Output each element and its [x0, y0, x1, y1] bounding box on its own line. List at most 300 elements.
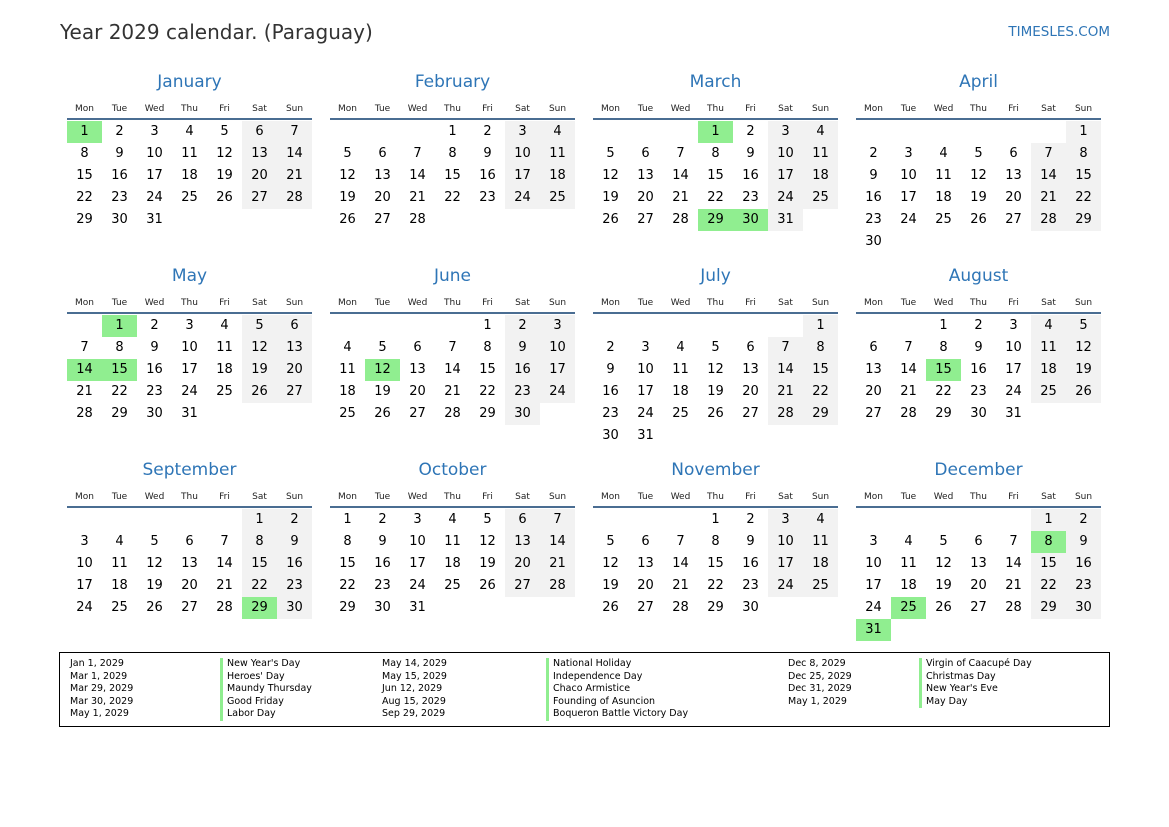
- day-cell: 18: [803, 553, 838, 575]
- weekday-label: Mon: [338, 492, 357, 502]
- day-cell: 14: [444, 362, 461, 377]
- weekday-label: Fri: [482, 104, 493, 114]
- day-cell: 6: [413, 340, 422, 355]
- weekday-label: Sun: [1074, 298, 1093, 308]
- day-cell: 2: [115, 124, 124, 139]
- day-cell: 25: [444, 578, 461, 593]
- weekday-header: [330, 104, 575, 116]
- day-cell: 8: [242, 531, 277, 553]
- day-cell: 28: [540, 575, 575, 597]
- day-cell: 4: [803, 121, 838, 143]
- day-cell: 8: [448, 146, 457, 161]
- day-cell: 8: [343, 534, 352, 549]
- day-cell: 17: [181, 362, 198, 377]
- day-cell: 27: [505, 575, 540, 597]
- day-cell: 31: [146, 212, 163, 227]
- day-cell: 26: [707, 406, 724, 421]
- day-cell: 12: [1066, 337, 1101, 359]
- day-cell: 28: [768, 403, 803, 425]
- day-cell: 22: [242, 575, 277, 597]
- weekday-label: Thu: [970, 104, 987, 114]
- weekday-header: [593, 492, 838, 504]
- day-cell: 28: [216, 600, 233, 615]
- day-cell: 19: [339, 190, 356, 205]
- day-cell: 5: [606, 146, 615, 161]
- day-cell: 1: [448, 124, 457, 139]
- day-cell: 12: [602, 556, 619, 571]
- weekday-label: Sat: [252, 104, 267, 114]
- day-cell: 30: [1066, 597, 1101, 619]
- day-cell: 26: [935, 600, 952, 615]
- day-cell: 28: [900, 406, 917, 421]
- day-cell: 15: [242, 553, 277, 575]
- day-cell: 21: [1031, 187, 1066, 209]
- weekday-label: Mon: [864, 492, 883, 502]
- site-link[interactable]: TIMESLES.COM: [1008, 24, 1110, 40]
- month-divider: [856, 506, 1101, 508]
- day-cell: 10: [505, 143, 540, 165]
- day-cell: 1: [1066, 121, 1101, 143]
- day-cell: 7: [1031, 143, 1066, 165]
- day-cell: 18: [540, 165, 575, 187]
- weekday-header: [856, 298, 1101, 310]
- month-title: February: [414, 72, 491, 92]
- weekday-label: Tue: [900, 104, 917, 114]
- day-cell: 15: [76, 168, 93, 183]
- day-cell: 3: [869, 534, 878, 549]
- weekday-label: Fri: [1008, 492, 1019, 502]
- day-cell: 3: [185, 318, 194, 333]
- day-cell: 26: [339, 212, 356, 227]
- day-cell: 12: [216, 146, 233, 161]
- day-cell: 3: [641, 340, 650, 355]
- holiday-date: May 1, 2029: [70, 708, 129, 719]
- day-cell: 29: [111, 406, 128, 421]
- holiday-day-cell: 1: [698, 121, 733, 143]
- day-cell: 14: [768, 359, 803, 381]
- day-cell: 15: [479, 362, 496, 377]
- month-title: October: [418, 460, 487, 480]
- day-cell: 2: [483, 124, 492, 139]
- day-cell: 27: [181, 600, 198, 615]
- day-cell: 17: [768, 165, 803, 187]
- month-divider: [593, 312, 838, 314]
- holiday-day-cell: 1: [67, 121, 102, 143]
- day-cell: 2: [974, 318, 983, 333]
- day-cell: 9: [115, 146, 124, 161]
- day-cell: 19: [374, 384, 391, 399]
- day-cell: 14: [672, 168, 689, 183]
- day-cell: 14: [540, 531, 575, 553]
- day-cell: 7: [277, 121, 312, 143]
- holiday-name: Founding of Asuncion: [546, 696, 655, 709]
- day-cell: 7: [540, 509, 575, 531]
- day-cell: 23: [146, 384, 163, 399]
- weekday-label: Fri: [482, 492, 493, 502]
- weekday-label: Sun: [285, 298, 304, 308]
- weekday-label: Sat: [252, 492, 267, 502]
- day-cell: 30: [146, 406, 163, 421]
- weekday-label: Wed: [933, 104, 954, 114]
- day-cell: 12: [935, 556, 952, 571]
- day-cell: 1: [1031, 509, 1066, 531]
- day-cell: 17: [540, 359, 575, 381]
- day-cell: 20: [1005, 190, 1022, 205]
- holiday-name: Good Friday: [220, 696, 284, 709]
- day-cell: 19: [479, 556, 496, 571]
- day-cell: 23: [1066, 575, 1101, 597]
- day-cell: 24: [900, 212, 917, 227]
- weekday-label: Fri: [219, 298, 230, 308]
- day-cell: 23: [111, 190, 128, 205]
- day-cell: 24: [146, 190, 163, 205]
- day-cell: 10: [181, 340, 198, 355]
- holiday-name: Boqueron Battle Victory Day: [546, 708, 688, 721]
- weekday-label: Thu: [970, 298, 987, 308]
- day-cell: 11: [803, 143, 838, 165]
- day-cell: 22: [935, 384, 952, 399]
- day-cell: 8: [483, 340, 492, 355]
- weekday-label: Tue: [374, 104, 391, 114]
- holiday-date: Jan 1, 2029: [70, 658, 124, 669]
- day-cell: 11: [216, 340, 233, 355]
- day-cell: 22: [1031, 575, 1066, 597]
- day-cell: 19: [707, 384, 724, 399]
- day-cell: 26: [602, 212, 619, 227]
- day-cell: 28: [444, 406, 461, 421]
- holiday-date: Aug 15, 2029: [382, 695, 446, 707]
- day-cell: 1: [483, 318, 492, 333]
- day-cell: 24: [409, 578, 426, 593]
- day-cell: 15: [444, 168, 461, 183]
- day-cell: 16: [970, 362, 987, 377]
- day-cell: 17: [409, 556, 426, 571]
- day-cell: 27: [1005, 212, 1022, 227]
- month-title: May: [171, 266, 208, 286]
- day-cell: 19: [242, 359, 277, 381]
- day-cell: 25: [803, 575, 838, 597]
- day-cell: 3: [505, 121, 540, 143]
- weekday-label: Mon: [75, 298, 94, 308]
- day-cell: 1: [711, 512, 720, 527]
- holiday-day-cell: 8: [1031, 531, 1066, 553]
- day-cell: 2: [746, 512, 755, 527]
- day-cell: 6: [242, 121, 277, 143]
- day-cell: 3: [80, 534, 89, 549]
- day-cell: 5: [150, 534, 159, 549]
- day-cell: 30: [602, 428, 619, 443]
- month-divider: [856, 312, 1101, 314]
- day-cell: 17: [76, 578, 93, 593]
- day-cell: 17: [865, 578, 882, 593]
- holiday-name: New Year's Eve: [919, 683, 998, 696]
- day-cell: 28: [1031, 209, 1066, 231]
- day-cell: 23: [602, 406, 619, 421]
- day-cell: 22: [479, 384, 496, 399]
- day-cell: 31: [181, 406, 198, 421]
- day-cell: 20: [970, 578, 987, 593]
- weekday-label: Thu: [707, 298, 724, 308]
- weekday-label: Wed: [144, 298, 165, 308]
- day-cell: 6: [378, 146, 387, 161]
- day-cell: 22: [111, 384, 128, 399]
- day-cell: 18: [444, 556, 461, 571]
- day-cell: 18: [900, 578, 917, 593]
- holiday-day-cell: 31: [856, 619, 891, 641]
- day-cell: 10: [768, 143, 803, 165]
- day-cell: 28: [409, 212, 426, 227]
- day-cell: 16: [111, 168, 128, 183]
- day-cell: 1: [343, 512, 352, 527]
- day-cell: 20: [742, 384, 759, 399]
- day-cell: 19: [1066, 359, 1101, 381]
- day-cell: 20: [637, 578, 654, 593]
- day-cell: 26: [970, 212, 987, 227]
- weekday-label: Sat: [515, 104, 530, 114]
- day-cell: 7: [220, 534, 229, 549]
- day-cell: 10: [146, 146, 163, 161]
- weekday-label: Fri: [482, 298, 493, 308]
- weekday-header: [593, 104, 838, 116]
- day-cell: 24: [768, 575, 803, 597]
- day-cell: 12: [339, 168, 356, 183]
- day-cell: 6: [1009, 146, 1018, 161]
- day-cell: 16: [865, 190, 882, 205]
- month-divider: [67, 312, 312, 314]
- month-title: September: [142, 460, 237, 480]
- day-cell: 30: [111, 212, 128, 227]
- weekday-label: Sun: [548, 104, 567, 114]
- day-cell: 7: [768, 337, 803, 359]
- day-cell: 27: [970, 600, 987, 615]
- weekday-label: Thu: [181, 104, 198, 114]
- day-cell: 9: [606, 362, 615, 377]
- day-cell: 19: [216, 168, 233, 183]
- holiday-name: New Year's Day: [220, 658, 300, 671]
- day-cell: 7: [904, 340, 913, 355]
- day-cell: 31: [768, 209, 803, 231]
- weekday-label: Wed: [407, 298, 428, 308]
- day-cell: 28: [76, 406, 93, 421]
- day-cell: 13: [865, 362, 882, 377]
- day-cell: 4: [448, 512, 457, 527]
- day-cell: 12: [146, 556, 163, 571]
- calendar-months: [67, 72, 1107, 652]
- holiday-name: May Day: [919, 696, 967, 709]
- day-cell: 14: [409, 168, 426, 183]
- day-cell: 12: [602, 168, 619, 183]
- day-cell: 15: [803, 359, 838, 381]
- day-cell: 27: [277, 381, 312, 403]
- day-cell: 24: [540, 381, 575, 403]
- day-cell: 18: [111, 578, 128, 593]
- weekday-label: Thu: [444, 104, 461, 114]
- holiday-day-cell: 30: [733, 209, 768, 231]
- day-cell: 10: [76, 556, 93, 571]
- day-cell: 27: [637, 600, 654, 615]
- day-cell: 9: [150, 340, 159, 355]
- day-cell: 17: [505, 165, 540, 187]
- weekday-label: Thu: [707, 492, 724, 502]
- day-cell: 14: [672, 556, 689, 571]
- day-cell: 13: [637, 556, 654, 571]
- holiday-name: Labor Day: [220, 708, 276, 721]
- day-cell: 11: [540, 143, 575, 165]
- page-title: Year 2029 calendar. (Paraguay): [60, 20, 373, 44]
- day-cell: 2: [378, 512, 387, 527]
- day-cell: 21: [76, 384, 93, 399]
- day-cell: 7: [80, 340, 89, 355]
- day-cell: 28: [672, 212, 689, 227]
- month-divider: [856, 118, 1101, 120]
- day-cell: 5: [242, 315, 277, 337]
- day-cell: 2: [277, 509, 312, 531]
- month-divider: [67, 506, 312, 508]
- day-cell: 24: [76, 600, 93, 615]
- day-cell: 15: [707, 168, 724, 183]
- weekday-label: Wed: [933, 298, 954, 308]
- holiday-date: Mar 29, 2029: [70, 683, 134, 694]
- holiday-day-cell: 1: [102, 315, 137, 337]
- day-cell: 21: [1005, 578, 1022, 593]
- weekday-label: Tue: [900, 492, 917, 502]
- weekday-label: Sun: [285, 104, 304, 114]
- day-cell: 3: [1009, 318, 1018, 333]
- day-cell: 4: [803, 509, 838, 531]
- day-grid: [330, 509, 575, 641]
- holiday-date: Mar 1, 2029: [70, 670, 128, 682]
- day-cell: 17: [146, 168, 163, 183]
- day-cell: 13: [181, 556, 198, 571]
- holiday-name: National Holiday: [546, 658, 631, 671]
- holiday-day-cell: 12: [365, 359, 400, 381]
- day-cell: 4: [939, 146, 948, 161]
- day-cell: 18: [216, 362, 233, 377]
- day-cell: 2: [150, 318, 159, 333]
- day-grid: [856, 121, 1101, 253]
- day-cell: 6: [974, 534, 983, 549]
- holiday-name: Heroes' Day: [220, 671, 285, 684]
- month-title: November: [671, 460, 760, 480]
- weekday-label: Tue: [637, 492, 654, 502]
- weekday-label: Fri: [219, 492, 230, 502]
- day-cell: 16: [742, 556, 759, 571]
- weekday-label: Mon: [601, 104, 620, 114]
- day-cell: 28: [672, 600, 689, 615]
- holiday-list: [59, 652, 1110, 727]
- day-cell: 14: [216, 556, 233, 571]
- weekday-header: [856, 492, 1101, 504]
- day-cell: 29: [803, 403, 838, 425]
- day-cell: 20: [409, 384, 426, 399]
- day-cell: 6: [277, 315, 312, 337]
- day-cell: 25: [181, 190, 198, 205]
- day-cell: 10: [409, 534, 426, 549]
- weekday-label: Thu: [707, 104, 724, 114]
- weekday-label: Mon: [601, 492, 620, 502]
- day-grid: [593, 121, 838, 253]
- day-cell: 15: [1031, 553, 1066, 575]
- day-cell: 15: [1066, 165, 1101, 187]
- day-cell: 3: [150, 124, 159, 139]
- day-cell: 17: [900, 190, 917, 205]
- day-cell: 4: [220, 318, 229, 333]
- day-cell: 18: [935, 190, 952, 205]
- weekday-label: Wed: [407, 104, 428, 114]
- month-title: March: [689, 72, 742, 92]
- holiday-day-cell: 25: [891, 597, 926, 619]
- weekday-label: Mon: [601, 298, 620, 308]
- day-cell: 17: [637, 384, 654, 399]
- day-cell: 20: [505, 553, 540, 575]
- day-cell: 4: [185, 124, 194, 139]
- day-cell: 5: [711, 340, 720, 355]
- holiday-date: May 1, 2029: [788, 695, 847, 707]
- weekday-header: [67, 104, 312, 116]
- weekday-label: Fri: [745, 104, 756, 114]
- day-cell: 30: [374, 600, 391, 615]
- weekday-label: Tue: [637, 104, 654, 114]
- day-cell: 22: [76, 190, 93, 205]
- day-cell: 18: [181, 168, 198, 183]
- month-divider: [67, 118, 312, 120]
- day-cell: 25: [216, 384, 233, 399]
- day-cell: 21: [672, 578, 689, 593]
- day-cell: 2: [746, 124, 755, 139]
- day-cell: 25: [935, 212, 952, 227]
- holiday-date: Jun 12, 2029: [382, 683, 443, 694]
- day-cell: 10: [768, 531, 803, 553]
- day-cell: 24: [181, 384, 198, 399]
- day-cell: 30: [742, 600, 759, 615]
- day-cell: 12: [242, 337, 277, 359]
- day-cell: 23: [374, 578, 391, 593]
- day-cell: 31: [409, 600, 426, 615]
- day-cell: 12: [707, 362, 724, 377]
- day-cell: 23: [277, 575, 312, 597]
- weekday-label: Thu: [181, 492, 198, 502]
- holiday-day-cell: 14: [67, 359, 102, 381]
- day-cell: 22: [707, 578, 724, 593]
- day-grid: [856, 315, 1101, 447]
- day-cell: 9: [746, 146, 755, 161]
- holiday-name: Chaco Armistice: [546, 683, 630, 696]
- day-cell: 25: [672, 406, 689, 421]
- day-cell: 20: [637, 190, 654, 205]
- day-cell: 23: [742, 190, 759, 205]
- day-cell: 23: [479, 190, 496, 205]
- day-cell: 2: [505, 315, 540, 337]
- day-cell: 11: [181, 146, 198, 161]
- weekday-label: Wed: [670, 104, 691, 114]
- day-cell: 22: [444, 190, 461, 205]
- day-cell: 8: [115, 340, 124, 355]
- day-cell: 4: [676, 340, 685, 355]
- holiday-date: Mar 30, 2029: [70, 695, 134, 707]
- holiday-day-cell: 15: [926, 359, 961, 381]
- day-cell: 4: [1031, 315, 1066, 337]
- weekday-label: Fri: [1008, 298, 1019, 308]
- day-cell: 6: [505, 509, 540, 531]
- holiday-date: Sep 29, 2029: [382, 708, 446, 719]
- day-cell: 20: [374, 190, 391, 205]
- day-cell: 19: [602, 578, 619, 593]
- day-cell: 30: [865, 234, 882, 249]
- day-cell: 1: [242, 509, 277, 531]
- day-cell: 21: [672, 190, 689, 205]
- day-cell: 11: [935, 168, 952, 183]
- day-cell: 27: [742, 406, 759, 421]
